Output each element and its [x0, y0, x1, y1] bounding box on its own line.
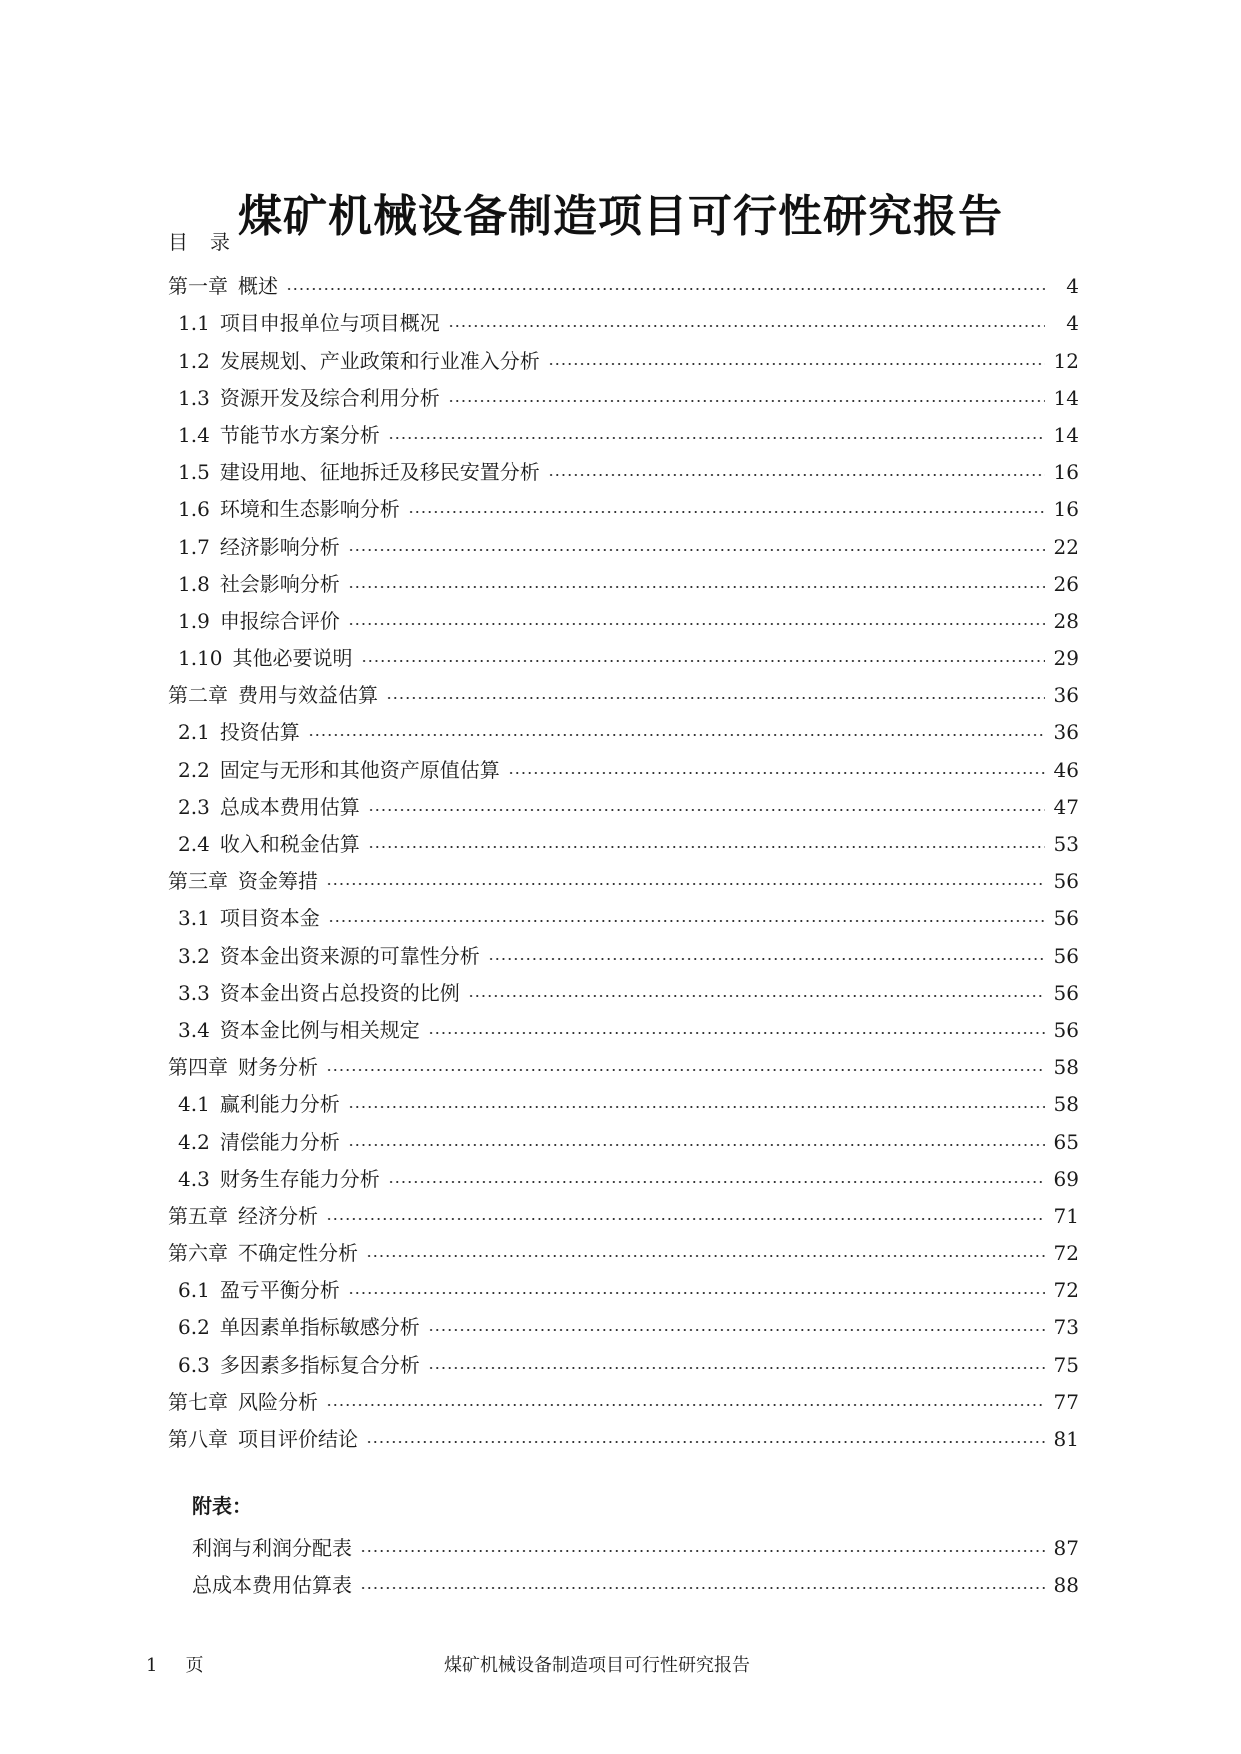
toc-entry-page: 26: [1053, 571, 1079, 596]
toc-entry-text: 项目评价结论: [238, 1427, 358, 1451]
toc-entry-page: 14: [1053, 422, 1079, 447]
toc-heading-left: 目: [168, 230, 188, 254]
dot-leader: [348, 1291, 1045, 1295]
dot-leader: [348, 1143, 1045, 1147]
toc-entry-page: 29: [1053, 646, 1079, 671]
toc-entry-text: 赢利能力分析: [219, 1092, 340, 1117]
toc-entry-label: [168, 1388, 326, 1416]
toc-entry-page: 75: [1053, 1352, 1079, 1377]
toc-entry[interactable]: [168, 709, 1079, 746]
toc-entry[interactable]: [168, 1156, 1079, 1193]
toc-entry-page: 53: [1053, 832, 1079, 856]
toc-entry-label: [178, 495, 408, 523]
dot-leader: [348, 548, 1045, 552]
toc-entry[interactable]: [168, 1416, 1079, 1453]
table-of-contents: [168, 263, 1079, 1453]
toc-entry-text: 财务分析: [238, 1055, 318, 1080]
toc-entry-page: 65: [1053, 1129, 1079, 1154]
toc-entry[interactable]: [168, 486, 1079, 523]
toc-entry-text: 资本金出资来源的可靠性分析: [219, 943, 480, 968]
dot-leader: [328, 919, 1045, 923]
toc-entry-label: [178, 309, 448, 337]
toc-entry-number: 第七章: [168, 1389, 228, 1414]
toc-entry[interactable]: [168, 784, 1079, 821]
toc-entry-page: 16: [1053, 460, 1079, 485]
toc-entry-number: 1.4: [178, 422, 210, 447]
dot-leader: [508, 771, 1045, 775]
toc-entry-label: [178, 1351, 428, 1379]
toc-entry-label: [178, 1165, 388, 1193]
toc-entry-page: 58: [1053, 1092, 1079, 1117]
toc-entry-label: [178, 1313, 428, 1341]
toc-entry-label: [192, 1534, 360, 1562]
dot-leader: [428, 1328, 1045, 1332]
toc-entry-page: 56: [1053, 980, 1079, 1005]
toc-entry-label: [168, 867, 326, 895]
toc-entry-label: [178, 830, 368, 858]
toc-entry-number: 2.4: [178, 832, 210, 856]
toc-entry-text: 总成本费用估算: [219, 794, 360, 819]
toc-entry-text: 资本金出资占总投资的比例: [219, 980, 460, 1005]
toc-entry-label: [168, 681, 386, 709]
toc-entry-page: 47: [1053, 794, 1079, 819]
toc-entry-number: 6.2: [178, 1315, 210, 1340]
footer-page-num: 1: [146, 1655, 158, 1676]
toc-entry-number: 2.1: [178, 720, 210, 745]
toc-entry[interactable]: [168, 895, 1079, 932]
toc-entry-page: 14: [1053, 385, 1079, 410]
dot-leader: [308, 733, 1045, 737]
toc-entry-text: 节能节水方案分析: [219, 422, 380, 447]
toc-entry-text: 社会影响分析: [219, 571, 340, 596]
dot-leader: [348, 1105, 1045, 1109]
dot-leader: [360, 1549, 1045, 1553]
toc-entry-page: 36: [1053, 720, 1079, 745]
toc-entry-text: 资源开发及综合利用分析: [219, 385, 440, 410]
toc-entry[interactable]: [168, 1379, 1079, 1416]
toc-entry-label: [168, 1202, 326, 1230]
toc-entry[interactable]: [168, 449, 1079, 486]
toc-entry-page: 77: [1053, 1389, 1079, 1414]
toc-entry-number: 1.1: [178, 311, 210, 336]
dot-leader: [326, 1068, 1045, 1072]
toc-entry-text: 财务生存能力分析: [219, 1166, 380, 1191]
toc-entry-page: 16: [1053, 497, 1079, 522]
dot-leader: [428, 1366, 1045, 1370]
toc-entry-text: 风险分析: [238, 1389, 318, 1414]
toc-entry-number: 3.3: [178, 980, 210, 1005]
toc-entry-number: 2.3: [178, 794, 210, 819]
toc-entry-number: 3.1: [178, 906, 210, 931]
toc-entry-number: 1.8: [178, 571, 210, 596]
toc-entry-text: 盈亏平衡分析: [219, 1278, 340, 1303]
toc-entry-page: 58: [1053, 1055, 1079, 1080]
toc-entry-label: [178, 1128, 348, 1156]
toc-entry[interactable]: [168, 635, 1079, 672]
toc-entry[interactable]: [168, 523, 1079, 560]
toc-entry-number: 第一章: [168, 274, 228, 299]
toc-entry[interactable]: [168, 821, 1079, 858]
toc-entry-number: 第八章: [168, 1427, 228, 1451]
toc-entry-label: [178, 756, 508, 784]
dot-leader: [326, 1403, 1045, 1407]
toc-entry-text: 环境和生态影响分析: [219, 497, 400, 522]
toc-entry-text: 项目申报单位与项目概况: [219, 311, 440, 336]
footer-page-number: [146, 1654, 203, 1678]
toc-entry-number: 1.2: [178, 348, 210, 373]
dot-leader: [368, 808, 1045, 812]
dot-leader: [326, 1217, 1045, 1221]
dot-leader: [388, 436, 1045, 440]
dot-leader: [408, 510, 1045, 514]
toc-entry-number: 1.10: [178, 646, 223, 671]
dot-leader: [448, 324, 1045, 328]
toc-entry-page: 72: [1053, 1278, 1079, 1303]
toc-entry-text: 经济影响分析: [219, 534, 340, 559]
toc-entry-label: [178, 979, 468, 1007]
toc-entry[interactable]: [168, 932, 1079, 969]
toc-heading: [168, 226, 252, 258]
toc-entry-text: 固定与无形和其他资产原值估算: [219, 757, 500, 782]
dot-leader: [326, 882, 1045, 886]
toc-entry-text: 清偿能力分析: [219, 1129, 340, 1154]
toc-entry-label: [192, 1571, 360, 1599]
dot-leader: [366, 1254, 1045, 1258]
toc-entry[interactable]: [168, 1081, 1079, 1118]
toc-entry-label: [178, 570, 348, 598]
dot-leader: [428, 1031, 1045, 1035]
toc-entry-number: 第六章: [168, 1241, 228, 1266]
toc-entry-page: 56: [1053, 869, 1079, 894]
toc-entry-text: 资金筹措: [238, 869, 318, 894]
toc-entry-page: 36: [1053, 683, 1079, 708]
toc-heading-right: 录: [210, 230, 230, 254]
toc-entry-number: 6.3: [178, 1352, 210, 1377]
toc-entry-page: 56: [1053, 906, 1079, 931]
toc-entry-number: 第四章: [168, 1055, 228, 1080]
toc-entry-label: [178, 1276, 348, 1304]
toc-entry-number: 第二章: [168, 683, 228, 708]
dot-leader: [360, 1586, 1045, 1590]
toc-entry[interactable]: [168, 858, 1079, 895]
toc-entry-label: [168, 1425, 366, 1453]
dot-leader: [388, 1180, 1045, 1184]
toc-entry-text: 收入和税金估算: [219, 832, 360, 856]
dot-leader: [366, 1440, 1045, 1444]
toc-entry-label: [178, 644, 361, 672]
toc-entry-number: 第五章: [168, 1203, 228, 1228]
appendix-title: 附表：: [192, 1494, 252, 1518]
toc-entry[interactable]: [168, 1230, 1079, 1267]
toc-entry[interactable]: [168, 1341, 1079, 1378]
toc-entry[interactable]: [168, 970, 1079, 1007]
toc-entry-label: [178, 458, 548, 486]
toc-entry-label: [178, 347, 548, 375]
toc-entry-text: 经济分析: [238, 1203, 318, 1228]
toc-entry-label: [178, 384, 448, 412]
toc-entry-text: 单因素单指标敏感分析: [219, 1315, 420, 1340]
toc-entry-text: 总成本费用估算表: [192, 1573, 352, 1598]
toc-entry-label: [178, 718, 308, 746]
dot-leader: [548, 473, 1045, 477]
toc-entry-text: 不确定性分析: [238, 1241, 358, 1266]
toc-entry[interactable]: [192, 1525, 1079, 1562]
toc-entry-number: 3.4: [178, 1017, 210, 1042]
toc-entry-page: 87: [1053, 1536, 1079, 1561]
dot-leader: [386, 696, 1045, 700]
dot-leader: [348, 622, 1045, 626]
toc-entry-page: 56: [1053, 943, 1079, 968]
toc-entry-page: 73: [1053, 1315, 1079, 1340]
toc-entry-label: [168, 272, 286, 300]
toc-entry-label: [178, 607, 348, 635]
footer-document-title: 煤矿机械设备制造项目可行性研究报告: [444, 1655, 750, 1676]
toc-entry-text: 投资估算: [219, 720, 300, 745]
toc-entry-label: [178, 533, 348, 561]
dot-leader: [548, 362, 1045, 366]
dot-leader: [448, 399, 1045, 403]
toc-entry[interactable]: [168, 263, 1079, 300]
toc-entry[interactable]: [168, 337, 1079, 374]
toc-entry-text: 其他必要说明: [232, 646, 353, 671]
toc-entry-text: 项目资本金: [219, 906, 320, 931]
dot-leader: [468, 994, 1045, 998]
toc-entry-label: [178, 421, 388, 449]
toc-entry-text: 建设用地、征地拆迁及移民安置分析: [219, 460, 540, 485]
toc-entry[interactable]: [168, 672, 1079, 709]
toc-entry-number: 4.3: [178, 1166, 210, 1191]
toc-entry[interactable]: [168, 412, 1079, 449]
toc-entry[interactable]: [168, 746, 1079, 783]
toc-entry-page: 81: [1053, 1427, 1079, 1451]
toc-entry[interactable]: [168, 1304, 1079, 1341]
toc-entry[interactable]: [168, 1193, 1079, 1230]
toc-entry-page: 4: [1066, 274, 1079, 299]
footer-page-label: 页: [185, 1655, 204, 1676]
toc-entry[interactable]: [168, 300, 1079, 337]
toc-entry-number: 6.1: [178, 1278, 210, 1303]
dot-leader: [286, 287, 1045, 291]
toc-entry[interactable]: [168, 598, 1079, 635]
toc-entry-page: 28: [1053, 608, 1079, 633]
toc-entry-number: 1.7: [178, 534, 210, 559]
toc-entry-text: 申报综合评价: [219, 608, 340, 633]
dot-leader: [361, 659, 1045, 663]
toc-entry-text: 费用与效益估算: [238, 683, 378, 708]
toc-entry-number: 第三章: [168, 869, 228, 894]
toc-entry-number: 1.3: [178, 385, 210, 410]
toc-entry-page: 88: [1053, 1573, 1079, 1598]
toc-entry[interactable]: [168, 375, 1079, 412]
toc-entry-page: 71: [1053, 1203, 1079, 1228]
toc-entry-label: [168, 1053, 326, 1081]
toc-entry-label: [178, 1016, 428, 1044]
toc-entry-text: 概述: [238, 274, 278, 299]
toc-entry-page: 72: [1053, 1241, 1079, 1266]
toc-entry-number: 1.5: [178, 460, 210, 485]
toc-entry-number: 4.1: [178, 1092, 210, 1117]
dot-leader: [368, 845, 1045, 849]
toc-entry-page: 4: [1066, 311, 1079, 336]
dot-leader: [348, 585, 1045, 589]
toc-entry-label: [178, 942, 488, 970]
dot-leader: [488, 957, 1045, 961]
toc-entry-label: [168, 1239, 366, 1267]
toc-entry-page: 56: [1053, 1017, 1079, 1042]
toc-entry-page: 69: [1053, 1166, 1079, 1191]
toc-entry-page: 46: [1053, 757, 1079, 782]
toc-entry-number: 2.2: [178, 757, 210, 782]
toc-entry-number: 4.2: [178, 1129, 210, 1154]
toc-entry-number: 1.9: [178, 608, 210, 633]
appendix-list: [192, 1525, 1079, 1599]
toc-entry-label: [178, 1090, 348, 1118]
toc-entry-text: 多因素多指标复合分析: [219, 1352, 420, 1377]
toc-entry-text: 资本金比例与相关规定: [219, 1017, 420, 1042]
toc-entry[interactable]: [168, 561, 1079, 598]
toc-entry-number: 3.2: [178, 943, 210, 968]
toc-entry-text: 发展规划、产业政策和行业准入分析: [219, 348, 540, 373]
toc-entry-page: 12: [1053, 348, 1079, 373]
toc-entry[interactable]: [168, 1267, 1079, 1304]
toc-entry[interactable]: [168, 1007, 1079, 1044]
toc-entry[interactable]: [168, 1118, 1079, 1155]
toc-entry[interactable]: [168, 1044, 1079, 1081]
toc-entry-number: 1.6: [178, 497, 210, 522]
document-title: 煤矿机械设备制造项目可行性研究报告: [238, 191, 1003, 243]
toc-entry-text: 利润与利润分配表: [192, 1536, 352, 1561]
toc-entry-label: [178, 904, 328, 932]
toc-entry[interactable]: [192, 1562, 1079, 1599]
toc-entry-label: [178, 793, 368, 821]
toc-entry-page: 22: [1053, 534, 1079, 559]
